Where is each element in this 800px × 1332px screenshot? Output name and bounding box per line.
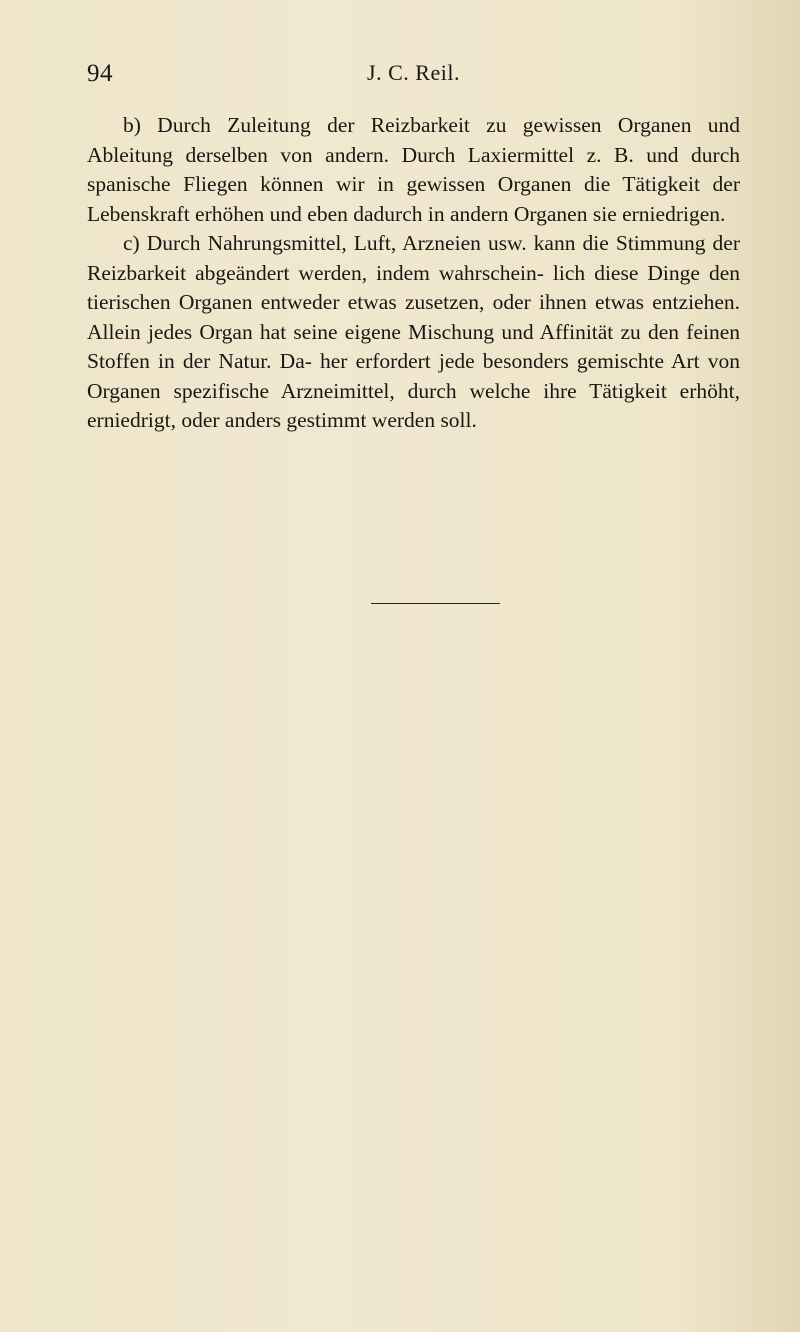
running-head: J. C. Reil. bbox=[367, 60, 460, 85]
body-text bbox=[87, 111, 740, 436]
page-header bbox=[87, 60, 740, 90]
paragraph-b: b) Durch Zuleitung der Reizbarkeit zu gewissen Organen und Ableitung derselben von andern. Durch Laxiermittel z. B. und durch spanische Fliegen können wir in gewissen Organen die Tätigkeit der Lebenskraft erhöhen und eben dadurch in andern Organen sie erniedrigen. bbox=[87, 113, 740, 226]
page-number: 94 bbox=[87, 60, 113, 87]
paragraph-c: c) Durch Nahrungsmittel, Luft, Arzneien usw. kann die Stimmung der Reizbarkeit abgeändert werden, indem wahrschein- lich diese Dinge den tierischen Organen entweder etwas zusetzen, oder ihnen etwas entziehen. Allein jedes Organ hat seine eigene Mischung und Affinität zu den feinen Stoffen in der Natur. Da- her erfordert jede besonders gemischte Art von Organen spezifische Arzneimittel, durch welche ihre Tätigkeit erhöht, erniedrigt, oder anders gestimmt werden soll. bbox=[87, 231, 740, 432]
section-separator-rule bbox=[371, 603, 500, 604]
